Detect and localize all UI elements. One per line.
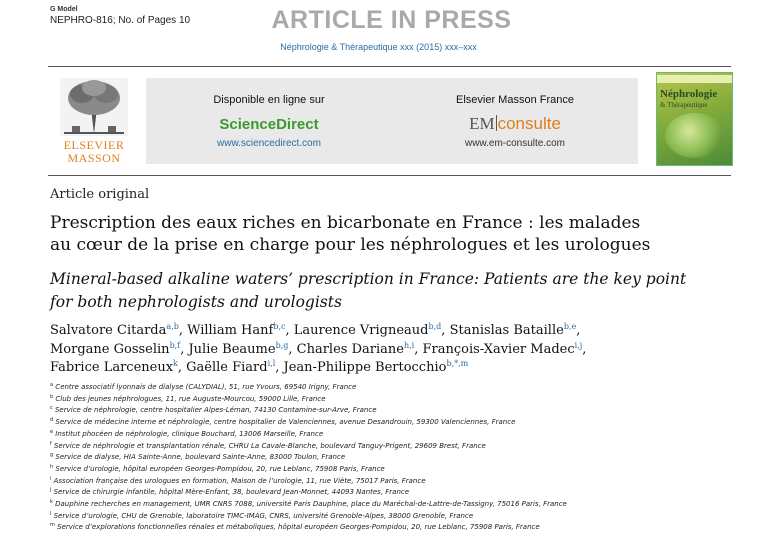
consulte-logo-part: consulte (497, 114, 561, 133)
affiliation-item (50, 382, 750, 394)
article-title-french (50, 212, 740, 256)
affiliation-text: Dauphine recherches en management, UMR CNRS 7088, université Paris Dauphine, place du Maréchal-de-Lattre-de-Tassigny, 75016 Paris, France (52, 500, 567, 509)
author-affiliation-marker[interactable]: a,b (166, 322, 179, 331)
author-name: William Hanf (187, 323, 274, 338)
author-affiliation-marker[interactable]: i,l (267, 359, 276, 368)
article-title-english (50, 268, 740, 314)
article-in-press-banner: ARTICLE IN PRESS (271, 6, 512, 34)
affiliation-key: m (50, 522, 55, 529)
affiliation-text: Service de chirurgie infantile, hôpital Mère-Enfant, 38, boulevard Jean-Monnet, 44093 Nantes, France (51, 488, 410, 497)
author-name: Julie Beaume (188, 341, 276, 357)
elsevier-masson-logo (54, 76, 134, 166)
title-fr-line-2: au cœur de la prise en charge pour les néphrologues et les urologues (50, 235, 651, 255)
affiliation-item (50, 499, 750, 511)
author-name: Gaëlle Fiard (186, 360, 268, 375)
g-model-label: G Model (50, 6, 78, 13)
author-name: Morgane Gosselin (50, 341, 170, 357)
affiliation-text: Service de néphrologie et transplantation rénale, CHRU La Cavale-Blanche, boulevard Tanguy-Prigent, 29609 Brest, France (51, 441, 486, 450)
affiliation-key: a (50, 382, 54, 388)
affiliation-text: Service de médecine interne et néphrologie, centre hospitalier de Valenciennes, avenue Desandrouin, 59300 Valenciennes, France (53, 418, 516, 427)
affiliation-item (50, 394, 750, 406)
affiliation-item (50, 487, 750, 499)
affiliation-item (50, 476, 750, 488)
author-name: Stanislas Bataille (449, 323, 564, 338)
affiliation-item (50, 522, 750, 534)
affiliation-text: Institut phocéen de néphrologie, clinique Bouchard, 13006 Marseille, France (53, 429, 324, 438)
author-affiliation-marker[interactable]: b,g (275, 340, 289, 350)
author-separator: , (414, 341, 423, 357)
author-separator: , (582, 341, 587, 357)
emconsulte-column (392, 78, 638, 164)
affiliation-item (50, 405, 750, 417)
author-name: Fabrice Larceneux (50, 360, 174, 375)
author-affiliation-marker[interactable]: b,*,m (446, 359, 469, 368)
availability-box (146, 78, 638, 164)
affiliation-item (50, 429, 750, 441)
cover-subtitle: & Thérapeutique (660, 101, 708, 109)
author-name: Charles Dariane (296, 341, 404, 357)
running-header (48, 6, 738, 34)
sciencedirect-logo: ScienceDirect (219, 116, 319, 133)
affiliation-key: i (50, 475, 52, 482)
document-reference: NEPHRO-816; No. of Pages 10 (50, 15, 191, 26)
publisher-name-line2: MASSON (67, 151, 121, 165)
affiliation-text: Club des jeunes néphrologues, 11, rue Auguste-Mourcou, 59000 Lille, France (53, 394, 326, 403)
affiliation-item (50, 511, 750, 523)
sciencedirect-link[interactable]: www.sciencedirect.com (217, 138, 321, 149)
affiliation-text: Service de dialyse, HIA Sainte-Anne, boulevard Sainte-Anne, 83000 Toulon, France (53, 453, 346, 462)
article-type-label: Article original (50, 187, 150, 202)
affiliation-item (50, 441, 750, 453)
affiliation-item (50, 464, 750, 476)
author-name: Laurence Vrigneaud (293, 323, 429, 338)
publisher-name-line1: ELSEVIER (63, 138, 125, 152)
online-availability-heading: Disponible en ligne sur (213, 94, 325, 106)
author-separator: , (275, 360, 284, 375)
cover-title: Néphrologie (660, 88, 718, 100)
author-separator: , (441, 323, 450, 338)
affiliation-key: l (50, 510, 52, 517)
author-separator: , (285, 323, 294, 338)
em-logo-part: EM (469, 114, 495, 133)
banner-top-rule (48, 66, 731, 67)
journal-cover-thumbnail (656, 72, 733, 166)
logo-divider (496, 115, 497, 131)
author-affiliation-marker[interactable]: b,c (273, 322, 286, 331)
banner-bottom-rule (48, 175, 731, 176)
title-en-line-1: Mineral-based alkaline waters’ prescription in France: Patients are the key point (50, 270, 687, 288)
author-name: François-Xavier Madec (422, 341, 575, 357)
emconsulte-logo (392, 114, 638, 134)
elsevier-masson-france-heading: Elsevier Masson France (456, 94, 574, 106)
title-en-line-2: for both nephrologists and urologists (50, 293, 342, 311)
affiliation-key: g (50, 452, 54, 459)
affiliation-item (50, 417, 750, 429)
affiliation-key: d (50, 417, 54, 424)
affiliation-text: Centre associatif lyonnais de dialyse (CALYDIAL), 51, rue Yvours, 69540 Irigny, France (53, 383, 357, 391)
emconsulte-link[interactable]: www.em-consulte.com (464, 138, 566, 149)
author-affiliation-marker[interactable]: k (173, 359, 178, 368)
affiliation-text: Service d’explorations fonctionnelles rénales et métaboliques, hôpital européen Georges-Pompidou, 20, rue Leblanc, 75908 Paris, France (54, 523, 540, 532)
affiliation-item (50, 452, 750, 464)
journal-citation-line[interactable]: Néphrologie & Thérapeutique xxx (2015) xxx–xxx (280, 42, 477, 52)
author-separator: , (576, 323, 581, 338)
affiliation-text: Association française des urologues en formation, Maison de l’urologie, 11, rue Viète, 75017 Paris, France (51, 476, 426, 485)
affiliation-text: Service de néphrologie, centre hospitalier Alpes-Léman, 74130 Contamine-sur-Arve, France (52, 406, 377, 415)
author-separator: , (177, 360, 187, 375)
affiliation-key: k (50, 499, 53, 506)
author-affiliation-marker[interactable]: h,i (403, 340, 415, 350)
sciencedirect-column (146, 78, 392, 164)
affiliation-key: b (50, 393, 54, 400)
affiliation-key: e (50, 428, 54, 435)
cover-leaf-illustration (665, 113, 725, 158)
author-separator: , (180, 341, 189, 357)
affiliation-list (50, 382, 750, 534)
author-separator: , (178, 323, 188, 338)
author-affiliation-marker[interactable]: b,e (563, 322, 577, 331)
author-affiliation-marker[interactable]: b,f (169, 340, 181, 350)
affiliation-key: f (50, 440, 52, 447)
elsevier-tree-icon (60, 78, 128, 136)
author-affiliation-marker[interactable]: b,d (428, 322, 442, 331)
affiliation-text: Service d’urologie, CHU de Grenoble, laboratoire TIMC-IMAG, CNRS, université Grenoble-Alpes, 38000 Grenoble, France (51, 511, 474, 520)
author-separator: , (288, 341, 297, 357)
author-affiliation-marker[interactable]: i,j (574, 340, 583, 350)
author-name: Jean-Philippe Bertocchio (283, 360, 447, 375)
affiliation-key: c (50, 405, 53, 412)
affiliation-text: Service d’urologie, hôpital européen Georges-Pompidou, 20, rue Leblanc, 75908 Paris, France (53, 464, 385, 473)
affiliation-key: j (50, 487, 52, 494)
title-fr-line-1: Prescription des eaux riches en bicarbonate en France : les malades (50, 213, 641, 233)
cover-header-strip (657, 75, 732, 83)
author-name: Salvatore Citarda (50, 323, 167, 338)
author-list (50, 322, 740, 378)
affiliation-key: h (50, 463, 54, 470)
